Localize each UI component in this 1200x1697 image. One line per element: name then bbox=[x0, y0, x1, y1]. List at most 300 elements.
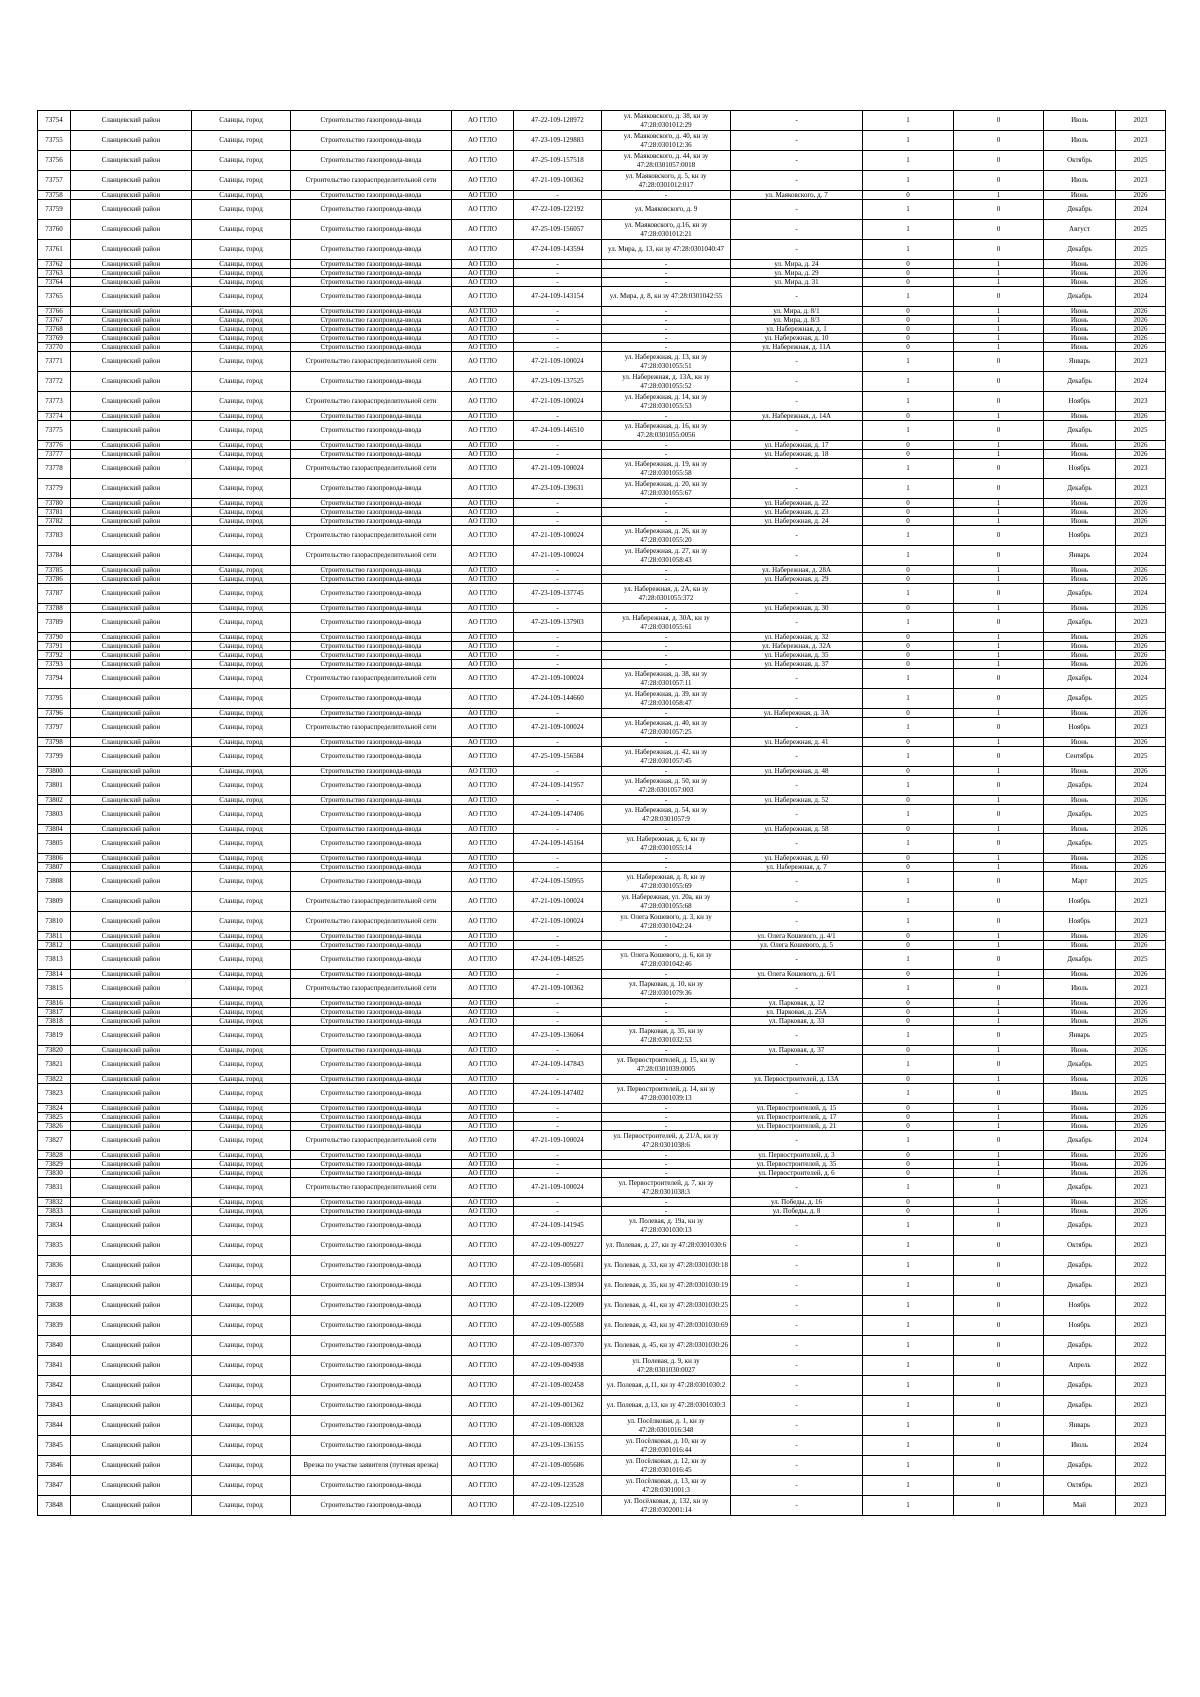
cell-year: 2026 bbox=[1116, 307, 1166, 316]
cell-contract: 47-21-109-100024 bbox=[514, 1178, 602, 1198]
cell-address-with-cadastre: ул. Набережная, д. 42, кн зу 47:28:0301057:45 bbox=[602, 747, 731, 767]
cell-address: - bbox=[731, 1055, 863, 1075]
table-row bbox=[38, 517, 1166, 526]
cell-address: ул. Набережная, д. 1 bbox=[731, 325, 863, 334]
cell-work-type: Строительство газопровода-ввода bbox=[291, 1198, 452, 1207]
cell-locality: Сланцы, город bbox=[192, 1396, 291, 1416]
cell-work-type: Строительство газопровода-ввода bbox=[291, 584, 452, 604]
cell-organization: АО ГГЛО bbox=[452, 1336, 514, 1356]
cell-id: 73796 bbox=[38, 709, 71, 718]
cell-year: 2023 bbox=[1116, 111, 1166, 131]
cell-month: Декабрь bbox=[1044, 421, 1116, 441]
cell-count-a: 0 bbox=[863, 1198, 954, 1207]
cell-locality: Сланцы, город bbox=[192, 1356, 291, 1376]
cell-year: 2023 bbox=[1116, 459, 1166, 479]
cell-year: 2023 bbox=[1116, 1236, 1166, 1256]
cell-id: 73759 bbox=[38, 200, 71, 220]
cell-id: 73786 bbox=[38, 575, 71, 584]
cell-locality: Сланцы, город bbox=[192, 776, 291, 796]
cell-contract: - bbox=[514, 1017, 602, 1026]
cell-id: 73841 bbox=[38, 1356, 71, 1376]
cell-id: 73833 bbox=[38, 1207, 71, 1216]
cell-work-type: Строительство газопровода-ввода bbox=[291, 1122, 452, 1131]
cell-count-b: 0 bbox=[954, 805, 1044, 825]
cell-year: 2026 bbox=[1116, 566, 1166, 575]
cell-id: 73770 bbox=[38, 343, 71, 352]
cell-count-b: 0 bbox=[954, 479, 1044, 499]
cell-address: ул. Набережная, д. 52 bbox=[731, 796, 863, 805]
cell-address: ул. Победы, д. 8 bbox=[731, 1207, 863, 1216]
cell-count-a: 1 bbox=[863, 220, 954, 240]
cell-month: Июнь bbox=[1044, 1104, 1116, 1113]
table-row bbox=[38, 260, 1166, 269]
cell-count-a: 1 bbox=[863, 392, 954, 412]
cell-work-type: Врезка по участке заявителя (путевая врезка) bbox=[291, 1456, 452, 1476]
cell-count-b: 1 bbox=[954, 1017, 1044, 1026]
cell-work-type: Строительство газопровода-ввода bbox=[291, 343, 452, 352]
cell-address: ул. Первостроителей, д. 35 bbox=[731, 1160, 863, 1169]
cell-month: Июль bbox=[1044, 111, 1116, 131]
cell-count-a: 0 bbox=[863, 854, 954, 863]
cell-count-b: 0 bbox=[954, 979, 1044, 999]
cell-work-type: Строительство газопровода-ввода bbox=[291, 796, 452, 805]
cell-district: Сланцевский район bbox=[71, 191, 192, 200]
cell-id: 73837 bbox=[38, 1276, 71, 1296]
cell-id: 73847 bbox=[38, 1476, 71, 1496]
cell-organization: АО ГГЛО bbox=[452, 979, 514, 999]
cell-count-a: 0 bbox=[863, 651, 954, 660]
cell-id: 73783 bbox=[38, 526, 71, 546]
cell-id: 73784 bbox=[38, 546, 71, 566]
cell-count-b: 0 bbox=[954, 240, 1044, 260]
cell-address: - bbox=[731, 1256, 863, 1276]
cell-organization: АО ГГЛО bbox=[452, 459, 514, 479]
cell-address-with-cadastre: ул. Полевая, д. 41, кн зу 47:28:0301030:25 bbox=[602, 1296, 731, 1316]
cell-year: 2025 bbox=[1116, 220, 1166, 240]
cell-month: Июнь bbox=[1044, 499, 1116, 508]
cell-count-a: 0 bbox=[863, 633, 954, 642]
cell-count-b: 1 bbox=[954, 1160, 1044, 1169]
cell-address: ул. Набережная, д. 60 bbox=[731, 854, 863, 863]
cell-month: Июнь bbox=[1044, 999, 1116, 1008]
cell-month: Декабрь bbox=[1044, 834, 1116, 854]
cell-address-with-cadastre: ул. Полевая, д. 43, кн зу 47:28:0301030:69 bbox=[602, 1316, 731, 1336]
cell-contract: 47-23-109-137745 bbox=[514, 584, 602, 604]
table-row bbox=[38, 566, 1166, 575]
cell-address-with-cadastre: - bbox=[602, 450, 731, 459]
cell-district: Сланцевский район bbox=[71, 111, 192, 131]
cell-district: Сланцевский район bbox=[71, 1122, 192, 1131]
cell-work-type: Строительство газораспределительной сети bbox=[291, 892, 452, 912]
cell-count-b: 0 bbox=[954, 526, 1044, 546]
cell-contract: 47-21-109-100024 bbox=[514, 669, 602, 689]
cell-locality: Сланцы, город bbox=[192, 508, 291, 517]
cell-district: Сланцевский район bbox=[71, 316, 192, 325]
cell-count-a: 1 bbox=[863, 805, 954, 825]
cell-address: ул. Набережная, д. 3А bbox=[731, 709, 863, 718]
cell-district: Сланцевский район bbox=[71, 1198, 192, 1207]
cell-district: Сланцевский район bbox=[71, 941, 192, 950]
cell-organization: АО ГГЛО bbox=[452, 575, 514, 584]
cell-locality: Сланцы, город bbox=[192, 517, 291, 526]
cell-organization: АО ГГЛО bbox=[452, 260, 514, 269]
cell-month: Июнь bbox=[1044, 633, 1116, 642]
cell-locality: Сланцы, город bbox=[192, 872, 291, 892]
cell-work-type: Строительство газопровода-ввода bbox=[291, 1169, 452, 1178]
cell-count-b: 0 bbox=[954, 892, 1044, 912]
cell-address: - bbox=[731, 240, 863, 260]
cell-district: Сланцевский район bbox=[71, 1075, 192, 1084]
cell-address: ул. Набережная, д. 24 bbox=[731, 517, 863, 526]
cell-id: 73778 bbox=[38, 459, 71, 479]
cell-count-b: 1 bbox=[954, 999, 1044, 1008]
cell-count-b: 0 bbox=[954, 1084, 1044, 1104]
cell-month: Ноябрь bbox=[1044, 718, 1116, 738]
cell-year: 2024 bbox=[1116, 1436, 1166, 1456]
cell-address: ул. Первостроителей, д. 13А bbox=[731, 1075, 863, 1084]
cell-count-b: 1 bbox=[954, 450, 1044, 459]
cell-id: 73809 bbox=[38, 892, 71, 912]
cell-id: 73772 bbox=[38, 372, 71, 392]
cell-year: 2025 bbox=[1116, 805, 1166, 825]
cell-address: - bbox=[731, 287, 863, 307]
cell-organization: АО ГГЛО bbox=[452, 718, 514, 738]
cell-work-type: Строительство газопровода-ввода bbox=[291, 1055, 452, 1075]
cell-work-type: Строительство газопровода-ввода bbox=[291, 111, 452, 131]
cell-address-with-cadastre: ул. Набережная, ул. 20а, кн зу 47:28:0301055:68 bbox=[602, 892, 731, 912]
cell-address: ул. Набережная, д. 41 bbox=[731, 738, 863, 747]
cell-contract: - bbox=[514, 796, 602, 805]
cell-work-type: Строительство газопровода-ввода bbox=[291, 941, 452, 950]
table-row bbox=[38, 1178, 1166, 1198]
table-row bbox=[38, 892, 1166, 912]
cell-month: Июнь bbox=[1044, 642, 1116, 651]
cell-month: Ноябрь bbox=[1044, 1316, 1116, 1336]
cell-count-b: 1 bbox=[954, 738, 1044, 747]
cell-locality: Сланцы, город bbox=[192, 1376, 291, 1396]
table-row bbox=[38, 669, 1166, 689]
cell-count-a: 0 bbox=[863, 575, 954, 584]
cell-locality: Сланцы, город bbox=[192, 412, 291, 421]
cell-year: 2026 bbox=[1116, 412, 1166, 421]
cell-locality: Сланцы, город bbox=[192, 584, 291, 604]
cell-count-a: 1 bbox=[863, 892, 954, 912]
cell-count-a: 1 bbox=[863, 1178, 954, 1198]
cell-contract: 47-21-109-100362 bbox=[514, 171, 602, 191]
cell-address: ул. Маяковского, д. 7 bbox=[731, 191, 863, 200]
cell-address-with-cadastre: - bbox=[602, 660, 731, 669]
cell-organization: АО ГГЛО bbox=[452, 1026, 514, 1046]
cell-month: Июнь bbox=[1044, 1008, 1116, 1017]
cell-contract: 47-21-109-100024 bbox=[514, 892, 602, 912]
cell-count-b: 1 bbox=[954, 566, 1044, 575]
table-row bbox=[38, 287, 1166, 307]
cell-district: Сланцевский район bbox=[71, 1131, 192, 1151]
cell-organization: АО ГГЛО bbox=[452, 479, 514, 499]
cell-year: 2023 bbox=[1116, 1416, 1166, 1436]
cell-work-type: Строительство газопровода-ввода bbox=[291, 863, 452, 872]
cell-id: 73758 bbox=[38, 191, 71, 200]
cell-locality: Сланцы, город bbox=[192, 343, 291, 352]
cell-work-type: Строительство газопровода-ввода bbox=[291, 499, 452, 508]
cell-organization: АО ГГЛО bbox=[452, 1160, 514, 1169]
cell-address: ул. Мира, д. 31 bbox=[731, 278, 863, 287]
cell-contract: 47-23-109-136064 bbox=[514, 1026, 602, 1046]
cell-contract: 47-22-109-122192 bbox=[514, 200, 602, 220]
table-row bbox=[38, 834, 1166, 854]
cell-contract: - bbox=[514, 450, 602, 459]
cell-work-type: Строительство газораспределительной сети bbox=[291, 669, 452, 689]
cell-count-a: 1 bbox=[863, 1476, 954, 1496]
cell-count-a: 1 bbox=[863, 689, 954, 709]
cell-address: - bbox=[731, 1336, 863, 1356]
cell-contract: - bbox=[514, 499, 602, 508]
cell-organization: АО ГГЛО bbox=[452, 517, 514, 526]
cell-year: 2026 bbox=[1116, 278, 1166, 287]
cell-contract: - bbox=[514, 191, 602, 200]
table-row bbox=[38, 1356, 1166, 1376]
cell-contract: - bbox=[514, 738, 602, 747]
cell-contract: 47-21-109-100024 bbox=[514, 526, 602, 546]
cell-work-type: Строительство газопровода-ввода bbox=[291, 950, 452, 970]
cell-address-with-cadastre: ул. Посёлковая, д. 10, кн зу 47:28:0301016:44 bbox=[602, 1436, 731, 1456]
cell-district: Сланцевский район bbox=[71, 1113, 192, 1122]
table-row bbox=[38, 1113, 1166, 1122]
cell-id: 73846 bbox=[38, 1456, 71, 1476]
cell-work-type: Строительство газопровода-ввода bbox=[291, 689, 452, 709]
cell-month: Декабрь bbox=[1044, 200, 1116, 220]
cell-id: 73806 bbox=[38, 854, 71, 863]
cell-month: Январь bbox=[1044, 546, 1116, 566]
cell-id: 73824 bbox=[38, 1104, 71, 1113]
cell-month: Июнь bbox=[1044, 651, 1116, 660]
cell-organization: АО ГГЛО bbox=[452, 941, 514, 950]
cell-locality: Сланцы, город bbox=[192, 1131, 291, 1151]
cell-address: ул. Набережная, д. 10 bbox=[731, 334, 863, 343]
cell-district: Сланцевский район bbox=[71, 131, 192, 151]
cell-work-type: Строительство газопровода-ввода bbox=[291, 287, 452, 307]
cell-id: 73842 bbox=[38, 1376, 71, 1396]
cell-count-a: 0 bbox=[863, 1160, 954, 1169]
cell-locality: Сланцы, город bbox=[192, 151, 291, 171]
cell-district: Сланцевский район bbox=[71, 709, 192, 718]
cell-id: 73817 bbox=[38, 1008, 71, 1017]
cell-address: - bbox=[731, 200, 863, 220]
cell-month: Декабрь bbox=[1044, 776, 1116, 796]
cell-count-a: 1 bbox=[863, 240, 954, 260]
cell-contract: 47-22-109-122510 bbox=[514, 1496, 602, 1516]
cell-district: Сланцевский район bbox=[71, 1160, 192, 1169]
cell-month: Декабрь bbox=[1044, 1376, 1116, 1396]
cell-work-type: Строительство газопровода-ввода bbox=[291, 441, 452, 450]
cell-month: Ноябрь bbox=[1044, 459, 1116, 479]
cell-address-with-cadastre: ул. Посёлковая, д. 132, кн зу 47:28:0302001:14 bbox=[602, 1496, 731, 1516]
cell-address-with-cadastre: - bbox=[602, 1008, 731, 1017]
cell-organization: АО ГГЛО bbox=[452, 1356, 514, 1376]
table-row bbox=[38, 1207, 1166, 1216]
cell-id: 73760 bbox=[38, 220, 71, 240]
cell-count-b: 0 bbox=[954, 1216, 1044, 1236]
cell-work-type: Строительство газопровода-ввода bbox=[291, 1436, 452, 1456]
cell-district: Сланцевский район bbox=[71, 566, 192, 575]
cell-locality: Сланцы, город bbox=[192, 642, 291, 651]
cell-year: 2026 bbox=[1116, 316, 1166, 325]
cell-contract: 47-24-109-147402 bbox=[514, 1084, 602, 1104]
cell-contract: 47-21-109-001362 bbox=[514, 1396, 602, 1416]
cell-organization: АО ГГЛО bbox=[452, 1496, 514, 1516]
cell-year: 2026 bbox=[1116, 1008, 1166, 1017]
cell-address: - bbox=[731, 1436, 863, 1456]
cell-contract: 47-24-109-143594 bbox=[514, 240, 602, 260]
cell-locality: Сланцы, город bbox=[192, 1416, 291, 1436]
cell-count-a: 0 bbox=[863, 1169, 954, 1178]
cell-year: 2023 bbox=[1116, 171, 1166, 191]
cell-address: - bbox=[731, 171, 863, 191]
cell-organization: АО ГГЛО bbox=[452, 343, 514, 352]
cell-locality: Сланцы, город bbox=[192, 834, 291, 854]
cell-id: 73816 bbox=[38, 999, 71, 1008]
cell-organization: АО ГГЛО bbox=[452, 372, 514, 392]
cell-locality: Сланцы, город bbox=[192, 718, 291, 738]
cell-district: Сланцевский район bbox=[71, 278, 192, 287]
cell-count-a: 1 bbox=[863, 1216, 954, 1236]
cell-address-with-cadastre: - bbox=[602, 508, 731, 517]
cell-count-b: 1 bbox=[954, 1198, 1044, 1207]
cell-year: 2026 bbox=[1116, 325, 1166, 334]
cell-count-b: 0 bbox=[954, 776, 1044, 796]
cell-address-with-cadastre: - bbox=[602, 767, 731, 776]
cell-contract: 47-24-109-147406 bbox=[514, 805, 602, 825]
cell-year: 2026 bbox=[1116, 1160, 1166, 1169]
cell-work-type: Строительство газопровода-ввода bbox=[291, 651, 452, 660]
cell-id: 73823 bbox=[38, 1084, 71, 1104]
cell-count-a: 1 bbox=[863, 1496, 954, 1516]
cell-count-a: 1 bbox=[863, 352, 954, 372]
cell-count-b: 1 bbox=[954, 441, 1044, 450]
cell-count-b: 1 bbox=[954, 517, 1044, 526]
cell-count-b: 0 bbox=[954, 1496, 1044, 1516]
cell-id: 73763 bbox=[38, 269, 71, 278]
cell-address: - bbox=[731, 459, 863, 479]
table-row bbox=[38, 240, 1166, 260]
cell-address-with-cadastre: - bbox=[602, 970, 731, 979]
cell-count-b: 0 bbox=[954, 1131, 1044, 1151]
cell-id: 73843 bbox=[38, 1396, 71, 1416]
cell-locality: Сланцы, город bbox=[192, 1075, 291, 1084]
table-row bbox=[38, 1376, 1166, 1396]
cell-id: 73840 bbox=[38, 1336, 71, 1356]
cell-address: ул. Олега Кошевого, д. 5 bbox=[731, 941, 863, 950]
cell-id: 73811 bbox=[38, 932, 71, 941]
cell-address: ул. Набережная, д. 18 bbox=[731, 450, 863, 459]
cell-id: 73845 bbox=[38, 1436, 71, 1456]
cell-id: 73795 bbox=[38, 689, 71, 709]
cell-address-with-cadastre: - bbox=[602, 1169, 731, 1178]
cell-count-a: 0 bbox=[863, 441, 954, 450]
table-row bbox=[38, 352, 1166, 372]
cell-address: ул. Набережная, д. 37 bbox=[731, 660, 863, 669]
cell-work-type: Строительство газопровода-ввода bbox=[291, 1496, 452, 1516]
table-row bbox=[38, 1456, 1166, 1476]
cell-contract: - bbox=[514, 1113, 602, 1122]
cell-organization: АО ГГЛО bbox=[452, 872, 514, 892]
table-row bbox=[38, 1396, 1166, 1416]
cell-address: ул. Первостроителей, д. 17 bbox=[731, 1113, 863, 1122]
table-row bbox=[38, 854, 1166, 863]
cell-month: Декабрь bbox=[1044, 584, 1116, 604]
cell-locality: Сланцы, город bbox=[192, 566, 291, 575]
cell-address-with-cadastre: ул. Набережная, д. 6, кн зу 47:28:0301055:14 bbox=[602, 834, 731, 854]
cell-address-with-cadastre: ул. Мира, д. 13, кн зу 47:28:0301040:47 bbox=[602, 240, 731, 260]
cell-contract: - bbox=[514, 932, 602, 941]
cell-year: 2023 bbox=[1116, 131, 1166, 151]
cell-work-type: Строительство газопровода-ввода bbox=[291, 200, 452, 220]
cell-contract: - bbox=[514, 633, 602, 642]
cell-contract: - bbox=[514, 517, 602, 526]
cell-address: - bbox=[731, 834, 863, 854]
table-row bbox=[38, 1256, 1166, 1276]
cell-district: Сланцевский район bbox=[71, 1046, 192, 1055]
table-row bbox=[38, 613, 1166, 633]
cell-locality: Сланцы, город bbox=[192, 1160, 291, 1169]
table-row bbox=[38, 709, 1166, 718]
cell-contract: - bbox=[514, 441, 602, 450]
cell-work-type: Строительство газопровода-ввода bbox=[291, 1376, 452, 1396]
cell-address-with-cadastre: - bbox=[602, 307, 731, 316]
cell-organization: АО ГГЛО bbox=[452, 1416, 514, 1436]
cell-address-with-cadastre: - bbox=[602, 1207, 731, 1216]
cell-organization: АО ГГЛО bbox=[452, 1436, 514, 1456]
cell-month: Июнь bbox=[1044, 970, 1116, 979]
cell-address: ул. Первостроителей, д. 6 bbox=[731, 1169, 863, 1178]
cell-organization: АО ГГЛО bbox=[452, 1169, 514, 1178]
cell-address: - bbox=[731, 1416, 863, 1436]
cell-count-b: 0 bbox=[954, 287, 1044, 307]
cell-work-type: Строительство газопровода-ввода bbox=[291, 1476, 452, 1496]
cell-locality: Сланцы, город bbox=[192, 287, 291, 307]
cell-locality: Сланцы, город bbox=[192, 421, 291, 441]
cell-contract: - bbox=[514, 1160, 602, 1169]
cell-id: 73848 bbox=[38, 1496, 71, 1516]
cell-count-a: 0 bbox=[863, 191, 954, 200]
cell-address: - bbox=[731, 1356, 863, 1376]
cell-month: Июнь bbox=[1044, 1207, 1116, 1216]
cell-organization: АО ГГЛО bbox=[452, 220, 514, 240]
cell-count-a: 1 bbox=[863, 872, 954, 892]
cell-work-type: Строительство газопровода-ввода bbox=[291, 1336, 452, 1356]
cell-address: - bbox=[731, 689, 863, 709]
cell-organization: АО ГГЛО bbox=[452, 1216, 514, 1236]
cell-count-a: 1 bbox=[863, 111, 954, 131]
cell-count-b: 0 bbox=[954, 1456, 1044, 1476]
cell-address: - bbox=[731, 912, 863, 932]
cell-locality: Сланцы, город bbox=[192, 747, 291, 767]
cell-work-type: Строительство газопровода-ввода bbox=[291, 932, 452, 941]
cell-count-a: 1 bbox=[863, 1256, 954, 1276]
cell-locality: Сланцы, город bbox=[192, 450, 291, 459]
cell-work-type: Строительство газопровода-ввода bbox=[291, 613, 452, 633]
cell-contract: 47-22-109-005681 bbox=[514, 1256, 602, 1276]
cell-address-with-cadastre: ул. Набережная, д. 38, кн зу 47:28:0301057:11 bbox=[602, 669, 731, 689]
cell-address-with-cadastre: ул. Набережная, д. 40, кн зу 47:28:0301057:25 bbox=[602, 718, 731, 738]
cell-id: 73762 bbox=[38, 260, 71, 269]
cell-work-type: Строительство газопровода-ввода bbox=[291, 1104, 452, 1113]
cell-year: 2026 bbox=[1116, 999, 1166, 1008]
cell-work-type: Строительство газопровода-ввода bbox=[291, 633, 452, 642]
cell-count-a: 1 bbox=[863, 1296, 954, 1316]
cell-locality: Сланцы, город bbox=[192, 1055, 291, 1075]
cell-count-a: 1 bbox=[863, 1436, 954, 1456]
